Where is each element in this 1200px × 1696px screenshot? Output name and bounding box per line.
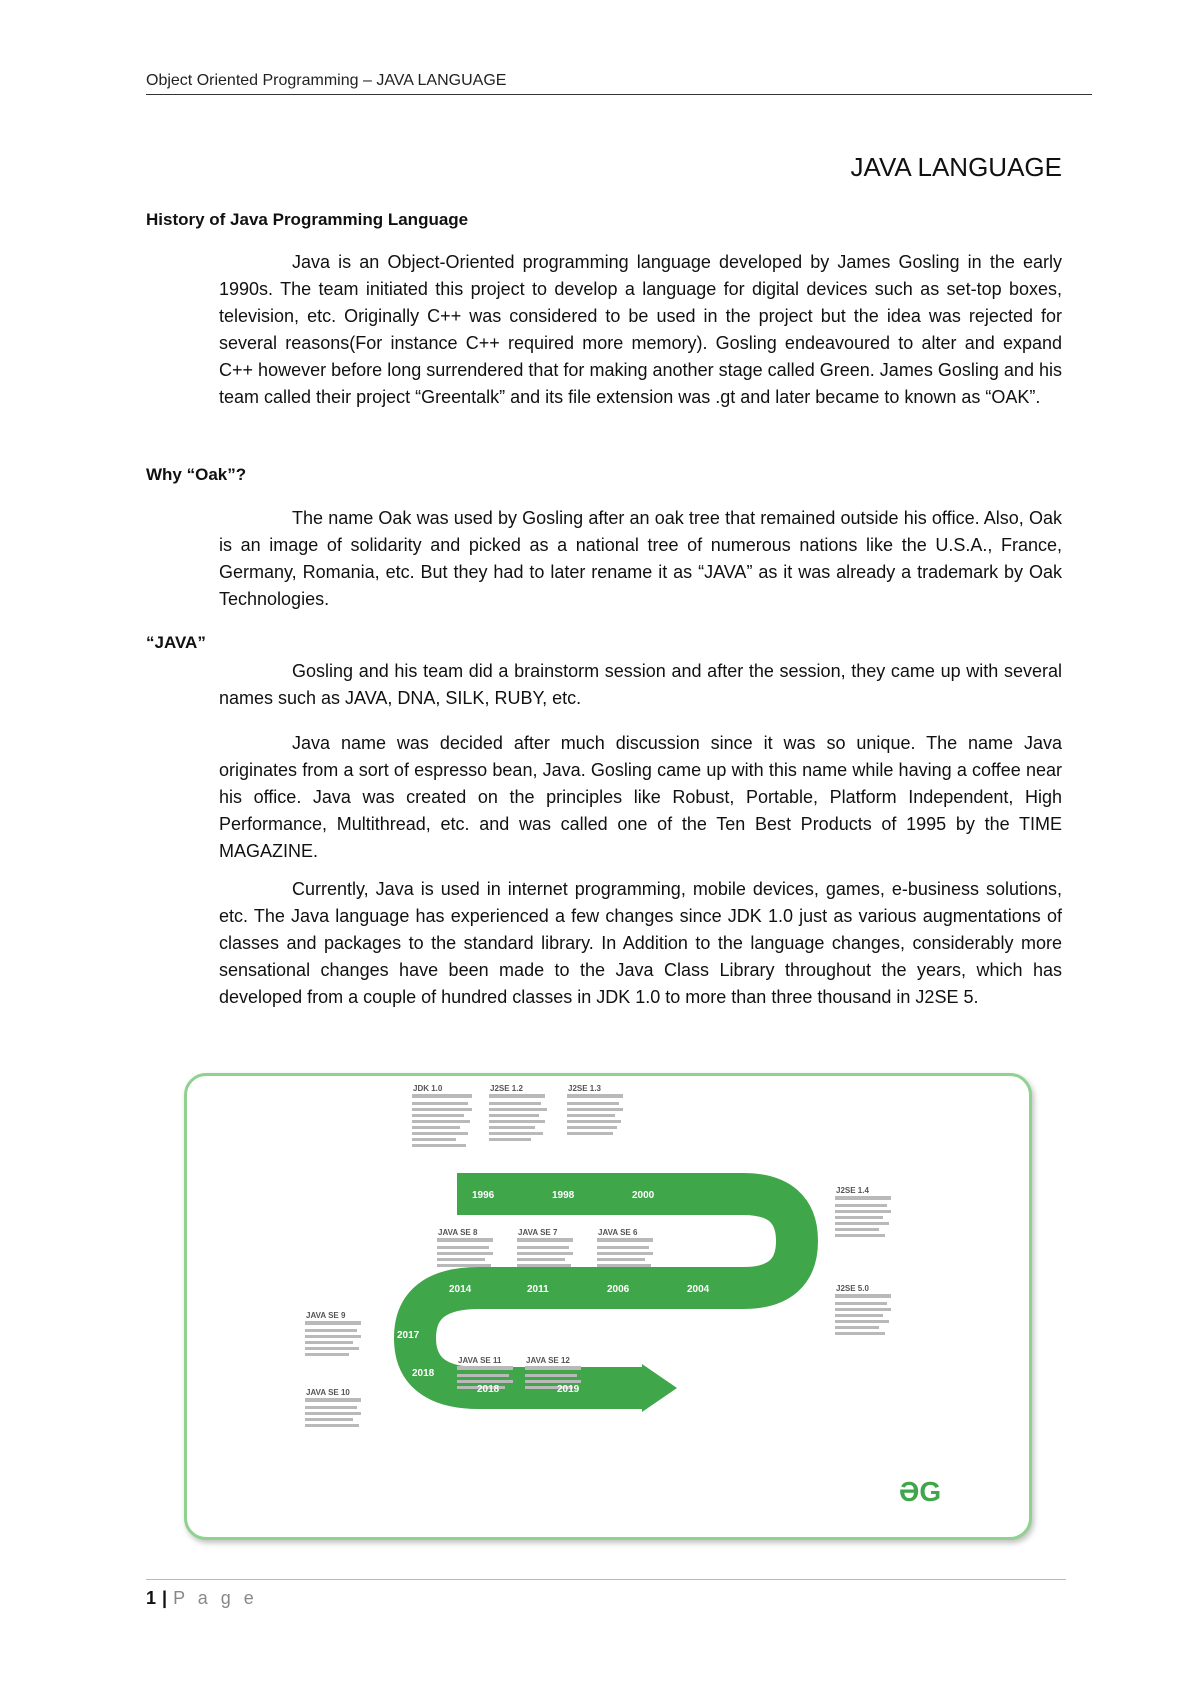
page-number: 1 bbox=[146, 1588, 157, 1608]
paragraph-history: Java is an Object-Oriented programming language developed by James Gosling in the early 1990s. The team initiated this project to develop a language for digital devices such as set-top boxes, television, etc. Originally C++ was considered to be used in the project but the idea was rejected for several reasons(For instance C++ required more memory). Gosling endeavoured to alter and expand C++ however before long surrendered that for making another stage called Green. James Gosling and his team called their project “Greentalk” and its file extension was .gt and later became to known as “OAK”. bbox=[219, 252, 1062, 407]
timeline-label: JAVA SE 11 bbox=[458, 1356, 502, 1365]
timeline-graphic bbox=[187, 1076, 1029, 1537]
page-label: P a g e bbox=[173, 1588, 258, 1608]
footer-rule bbox=[146, 1579, 1066, 1580]
header-rule bbox=[146, 94, 1092, 95]
timeline-label: JAVA SE 7 bbox=[518, 1228, 558, 1237]
timeline-label: JAVA SE 6 bbox=[598, 1228, 638, 1237]
footer-separator: | bbox=[162, 1588, 168, 1608]
timeline-label: J2SE 5.0 bbox=[836, 1284, 869, 1293]
timeline-year: 2004 bbox=[687, 1284, 710, 1295]
paragraph-java-1: Gosling and his team did a brainstorm session and after the session, they came up with several names such as JAVA, DNA, SILK, RUBY, etc. bbox=[219, 661, 1062, 708]
timeline-year: 1998 bbox=[552, 1190, 575, 1201]
timeline-year: 2018 bbox=[412, 1368, 435, 1379]
section-heading-why-oak: Why “Oak”? bbox=[146, 465, 247, 484]
timeline-label: JAVA SE 8 bbox=[438, 1228, 478, 1237]
timeline-year: 2018 bbox=[477, 1384, 500, 1395]
timeline-label: J2SE 1.4 bbox=[836, 1186, 869, 1195]
paragraph-java-2: Java name was decided after much discussion since it was so unique. The name Java originates from a sort of espresso bean, Java. Gosling came up with this name while having a coffee near his office. Java was created on the principles like Robust, Portable, Platform Independent, High Performance, Multithread, etc. and was called one of the Ten Best Products of 1995 by the TIME MAGAZINE. bbox=[219, 733, 1062, 861]
timeline-arrowhead bbox=[642, 1364, 677, 1412]
timeline-label: JAVA SE 12 bbox=[526, 1356, 570, 1365]
timeline-year: 2002 bbox=[707, 1236, 730, 1247]
timeline-label: JAVA SE 10 bbox=[306, 1388, 350, 1397]
timeline-year: 2011 bbox=[527, 1284, 549, 1295]
timeline-label: JAVA SE 9 bbox=[306, 1311, 346, 1320]
page-footer bbox=[146, 1588, 258, 1609]
timeline-label: JDK 1.0 bbox=[413, 1084, 443, 1093]
timeline-year: 2014 bbox=[449, 1284, 472, 1295]
geeksforgeeks-logo: ƏG bbox=[899, 1476, 942, 1507]
timeline-year: 2006 bbox=[607, 1284, 630, 1295]
section-heading-java: “JAVA” bbox=[146, 633, 206, 652]
header-text: Object Oriented Programming – JAVA LANGUAGE bbox=[146, 72, 507, 89]
timeline-label: J2SE 1.3 bbox=[568, 1084, 601, 1093]
timeline-year: 2000 bbox=[632, 1190, 655, 1201]
timeline-year: 2017 bbox=[397, 1330, 420, 1341]
paragraph-why-oak: The name Oak was used by Gosling after an oak tree that remained outside his office. Also, Oak is an image of solidarity and picked as a national tree of numerous nations like the U.S.A., France, Germany, Romania, etc. But they had to later rename it as “JAVA” as it was already a trademark by Oak Technologies. bbox=[219, 508, 1062, 609]
paragraph-java-3: Currently, Java is used in internet programming, mobile devices, games, e-business solutions, etc. The Java language has experienced a few changes since JDK 1.0 just as various augmentations of classes and packages to the standard library. In Addition to the language changes, considerably more sensational changes have been made to the Java Class Library throughout the years, which has developed from a couple of hundred classes in JDK 1.0 to more than three thousand in J2SE 5. bbox=[219, 879, 1062, 1007]
timeline-label: J2SE 1.2 bbox=[490, 1084, 523, 1093]
timeline-year: 1996 bbox=[472, 1190, 495, 1201]
section-heading-history: History of Java Programming Language bbox=[146, 210, 469, 229]
timeline-year: 2019 bbox=[557, 1384, 580, 1395]
document-title: JAVA LANGUAGE bbox=[850, 152, 1062, 182]
java-timeline-figure bbox=[184, 1073, 1032, 1540]
